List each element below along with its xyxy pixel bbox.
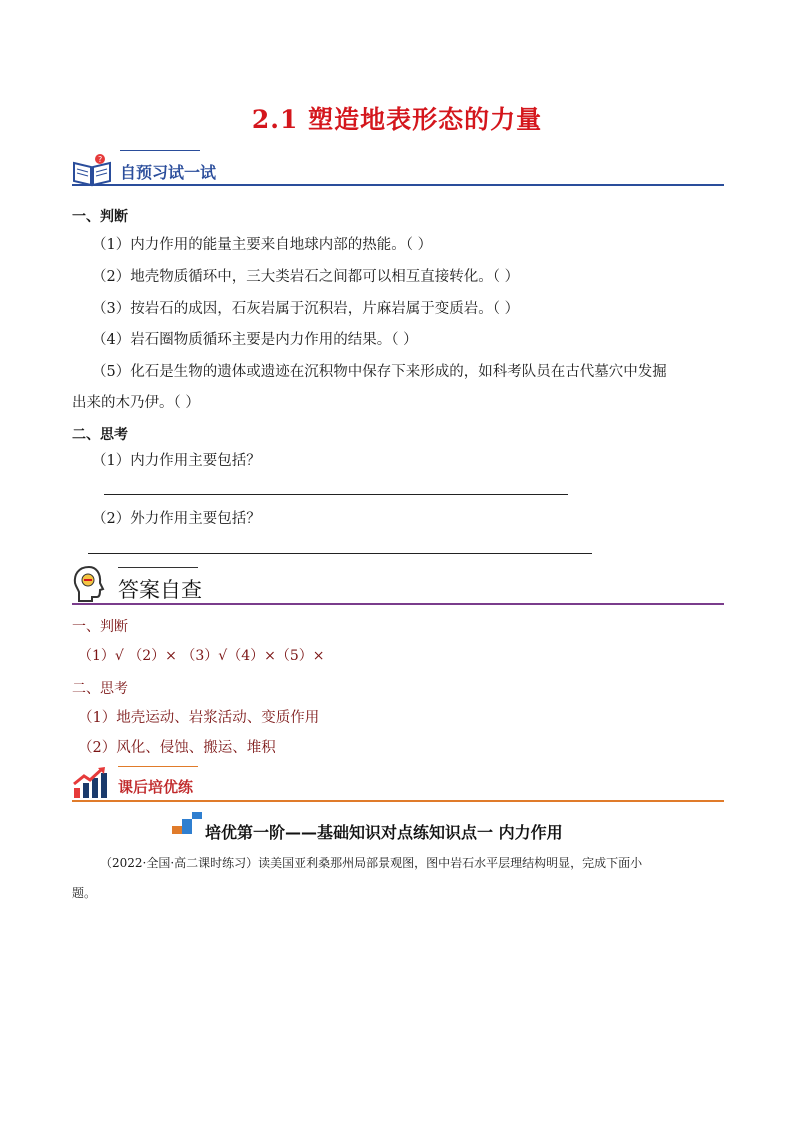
- intro-text: 题。: [72, 886, 97, 900]
- section-underline: [72, 184, 724, 186]
- part-heading: 一、判断: [72, 209, 128, 225]
- question-item: （1）内力作用的能量主要来自地球内部的热能。（ ）: [92, 237, 433, 253]
- svg-text:?: ?: [98, 155, 103, 164]
- intro-text: （2022·全国·高二课时练习）读美国亚利桑那州局部景观图，图中岩石水平层理结构明显，完成下面小: [100, 856, 643, 870]
- think-item: （1）内力作用主要包括？: [92, 453, 261, 469]
- section-practice-header: [72, 764, 724, 804]
- think-answer: （2）风化、侵蚀、搬运、堆积: [78, 740, 276, 756]
- bar-chart-arrow-icon: [72, 766, 108, 800]
- section-topline: [118, 567, 198, 568]
- section-topline: [120, 150, 200, 151]
- part-heading: 二、思考: [72, 427, 128, 443]
- section-topline: [118, 766, 198, 767]
- answer-blank-line[interactable]: [104, 494, 568, 495]
- think-item: （2）外力作用主要包括？: [92, 511, 261, 527]
- judge-answer: （1）√ （2）× （3）√（4）×（5）×: [78, 648, 325, 664]
- section-preview-header: [72, 150, 724, 190]
- practice-subheading: 培优第一阶——基础知识对点练知识点一 内力作用: [205, 823, 563, 842]
- question-item: （4）岩石圈物质循环主要是内力作用的结果。（ ）: [92, 332, 418, 348]
- question-item: （5）化石是生物的遗体或遗迹在沉积物中保存下来形成的，如科考队员在古代墓穴中发掘: [92, 364, 667, 380]
- page-title: 2.1 塑造地表形态的力量: [251, 105, 543, 134]
- question-item: （3）按岩石的成因，石灰岩属于沉积岩，片麻岩属于变质岩。（ ）: [92, 301, 520, 317]
- part-heading: 一、判断: [72, 619, 128, 635]
- book-icon: [72, 153, 112, 187]
- head-bulb-icon: [72, 565, 106, 603]
- section-heading: 答案自查: [118, 578, 202, 602]
- section-underline: [72, 800, 724, 802]
- part-heading: 二、思考: [72, 681, 128, 697]
- think-answer: （1）地壳运动、岩浆活动、变质作用: [78, 710, 320, 726]
- steps-icon: [172, 812, 202, 834]
- answer-blank-line[interactable]: [88, 553, 592, 554]
- question-item: （2）地壳物质循环中，三大类岩石之间都可以相互直接转化。（ ）: [92, 269, 520, 285]
- section-underline: [72, 603, 724, 605]
- section-answer-header: [72, 563, 724, 607]
- question-item: 出来的木乃伊。（ ）: [72, 395, 200, 411]
- section-heading: 自预习试一试: [120, 163, 217, 182]
- section-heading: 课后培优练: [118, 778, 194, 796]
